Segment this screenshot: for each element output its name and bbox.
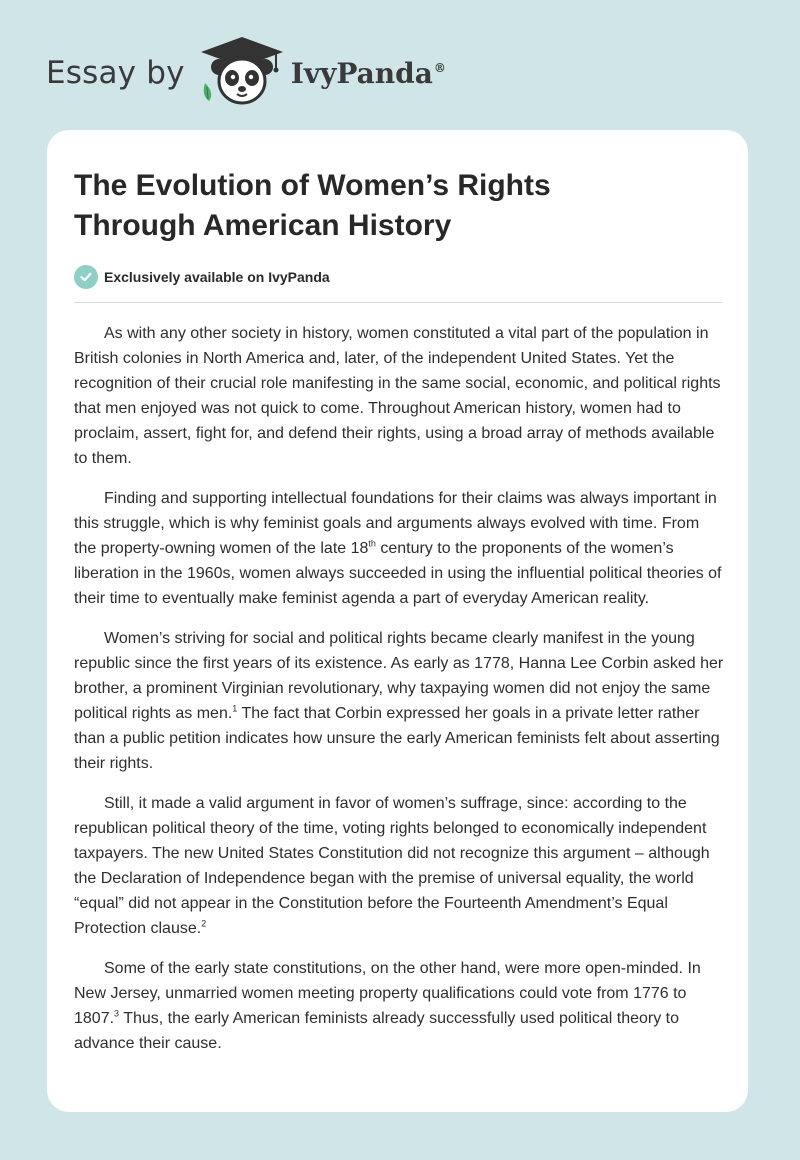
paragraph	[74, 956, 724, 1056]
checkmark-icon	[74, 265, 98, 289]
paragraph-text: The fact that Corbin expressed her goals in a private letter rather than a public petition indicates how unsure the early American feminists felt about asserting their rights.	[74, 705, 720, 772]
paragraph-text: century to the proponents of the women’s liberation in the 1960s, women always succeeded in using the influential political theories of their time to eventually make feminist agenda a part of everyday American reality.	[74, 540, 722, 607]
footnote-ref[interactable]: 2	[201, 918, 207, 929]
paragraph-text: Some of the early state constitutions, on the other hand, were more open-minded. In New Jersey, unmarried women meeting property qualifications could vote from 1776 to 1807.	[74, 960, 701, 1027]
essay-card	[47, 130, 748, 1112]
paragraph-text: Women’s striving for social and political rights became clearly manifest in the young republic since the first years of its existence. As early as 1778, Hanna Lee Corbin asked her brother, a prominent Virginian revolutionary, why taxpaying women did not enjoy the same political rights as men.	[74, 630, 724, 722]
panda-logo-icon	[199, 35, 285, 112]
exclusive-badge-label: Exclusively available on IvyPanda	[104, 269, 330, 285]
essay-body	[74, 321, 724, 1071]
paragraph-text: Finding and supporting intellectual foundations for their claims was always important in this struggle, which is why feminist goals and arguments always evolved with time. From the property-owning women of the late 18	[74, 490, 717, 557]
brand-name	[291, 57, 446, 90]
superscript: th	[368, 538, 376, 549]
paragraph-text: Thus, the early American feminists already successfully used political theory to advance their cause.	[74, 1010, 680, 1052]
footnote-ref[interactable]: 3	[114, 1008, 120, 1019]
paragraph	[74, 626, 724, 776]
paragraph	[74, 486, 724, 611]
footnote-ref[interactable]: 1	[232, 703, 238, 714]
divider	[74, 302, 722, 303]
paragraph	[74, 791, 724, 941]
paragraph	[74, 321, 724, 471]
exclusive-badge	[74, 264, 330, 290]
essay-by-label: Essay by	[46, 55, 185, 91]
paragraph-text: As with any other society in history, women constituted a vital part of the population in British colonies in North America and, later, of the independent United States. Yet the recognition of their crucial role manifesting in the same social, economic, and political rights that men enjoyed was not quick to come. Throughout American history, women had to proclaim, assert, fight for, and defend their rights, using a broad array of methods available to them.	[74, 325, 721, 467]
registered-mark: ®	[433, 61, 446, 76]
site-header-logo[interactable]	[46, 38, 446, 108]
paragraph-text: Still, it made a valid argument in favor of women’s suffrage, since: according to the republican political theory of the time, voting rights belonged to economically independent taxpayers. The new United States Constitution did not recognize this argument – although the Declaration of Independence began with the premise of universal equality, the world “equal” did not appear in the Constitution before the Fourteenth Amendment’s Equal Protection clause.	[74, 795, 710, 937]
brand-name-text: IvyPanda	[290, 56, 433, 90]
page-title	[74, 166, 674, 246]
title-line-1: The Evolution of Women’s Rights	[74, 169, 551, 202]
title-line-2: Through American History	[74, 209, 452, 242]
